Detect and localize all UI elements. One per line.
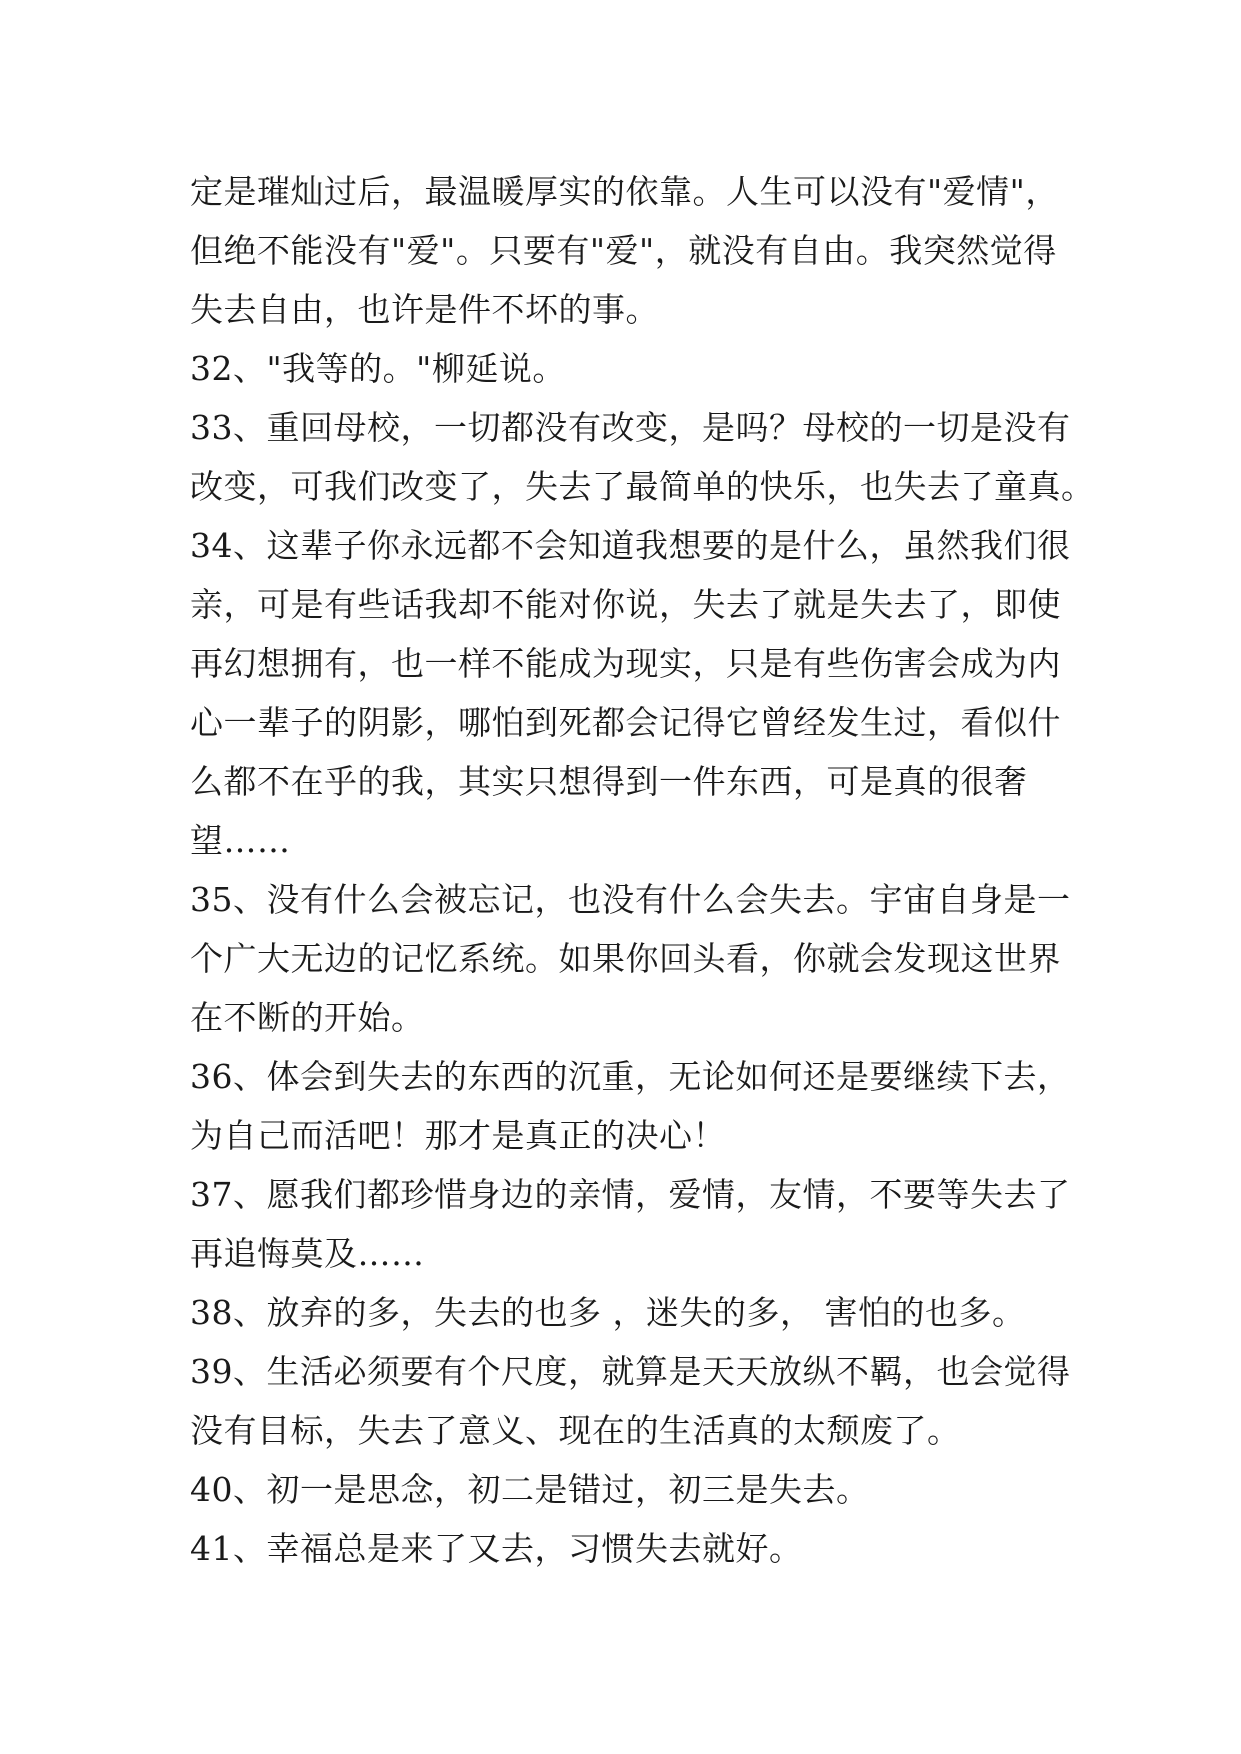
text-line: 失去自由，也许是件不坏的事。 bbox=[190, 290, 659, 329]
document-body bbox=[190, 162, 1095, 1578]
text-line: 为自己而活吧！那才是真正的决心！ bbox=[190, 1116, 726, 1155]
text-line: 但绝不能没有"爱"。只要有"爱"，就没有自由。我突然觉得 bbox=[190, 231, 1057, 270]
text-line: 改变，可我们改变了，失去了最简单的快乐，也失去了童真。 bbox=[190, 467, 1095, 506]
text-line: 望…… bbox=[190, 821, 291, 860]
text-line: 在不断的开始。 bbox=[190, 998, 425, 1037]
text-line: 再幻想拥有，也一样不能成为现实，只是有些伤害会成为内 bbox=[190, 644, 1061, 683]
text-line: 定是璀灿过后，最温暖厚实的依靠。人生可以没有"爱情"， bbox=[190, 172, 1059, 211]
text-line: 没有目标，失去了意义、现在的生活真的太颓废了。 bbox=[190, 1411, 961, 1450]
text-line: 么都不在乎的我，其实只想得到一件东西，可是真的很奢 bbox=[190, 762, 1028, 801]
text-line: 37、愿我们都珍惜身边的亲情，爱情，友情，不要等失去了 bbox=[190, 1175, 1071, 1214]
text-line: 38、放弃的多，失去的也多 ，迷失的多， 害怕的也多。 bbox=[190, 1293, 1026, 1332]
text-line: 35、没有什么会被忘记，也没有什么会失去。宇宙自身是一 bbox=[190, 880, 1071, 919]
text-line: 心一辈子的阴影，哪怕到死都会记得它曾经发生过，看似什 bbox=[190, 703, 1061, 742]
text-line: 34、这辈子你永远都不会知道我想要的是什么，虽然我们很 bbox=[190, 526, 1071, 565]
text-line: 再追悔莫及…… bbox=[190, 1234, 425, 1273]
text-line: 40、初一是思念，初二是错过，初三是失去。 bbox=[190, 1470, 870, 1509]
text-line: 39、生活必须要有个尺度，就算是天天放纵不羁，也会觉得 bbox=[190, 1352, 1071, 1391]
text-line: 亲，可是有些话我却不能对你说，失去了就是失去了，即使 bbox=[190, 585, 1061, 624]
text-line: 33、重回母校，一切都没有改变，是吗？母校的一切是没有 bbox=[190, 408, 1071, 447]
text-line: 36、体会到失去的东西的沉重，无论如何还是要继续下去， bbox=[190, 1057, 1071, 1096]
text-line: 32、"我等的。"柳延说。 bbox=[190, 349, 566, 388]
text-line: 个广大无边的记忆系统。如果你回头看，你就会发现这世界 bbox=[190, 939, 1061, 978]
text-line: 41、幸福总是来了又去，习惯失去就好。 bbox=[190, 1529, 803, 1568]
